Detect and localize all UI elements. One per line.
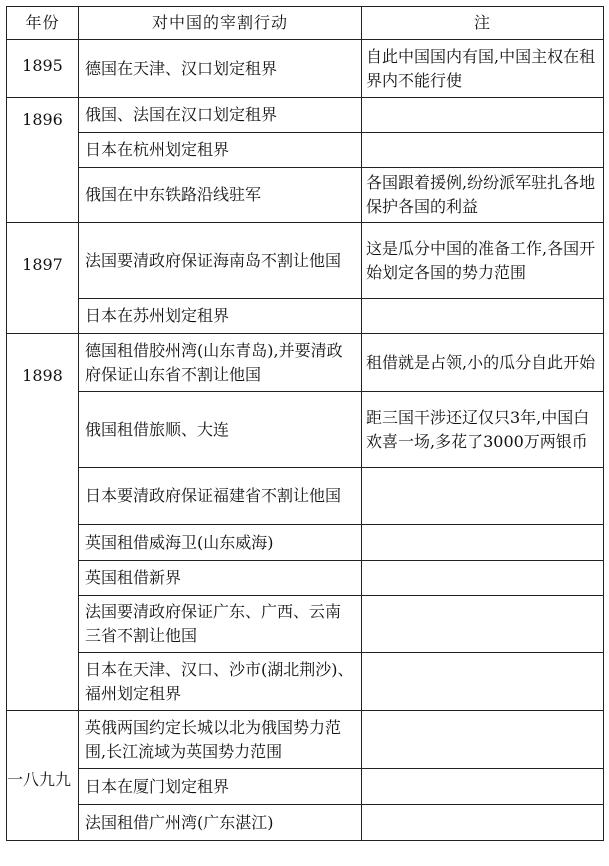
note-cell: 这是瓜分中国的准备工作,各国开始划定各国的势力范围	[362, 223, 604, 299]
action-cell: 英俄两国约定长城以北为俄国势力范围,长江流域为英国势力范围	[79, 711, 362, 769]
action-cell: 法国要清政府保证广东、广西、云南三省不割让他国	[79, 596, 362, 653]
action-cell: 德国租借胶州湾(山东青岛),并要清政府保证山东省不割让他国	[79, 334, 362, 392]
action-cell: 日本要清政府保证福建省不割让他国	[79, 468, 362, 525]
note-cell	[362, 805, 604, 841]
action-cell: 日本在杭州划定租界	[79, 133, 362, 168]
note-cell	[362, 711, 604, 769]
note-cell	[362, 561, 604, 596]
note-cell	[362, 525, 604, 561]
year-cell-1897: 1897	[7, 223, 79, 334]
header-action: 对中国的宰割行动	[79, 7, 362, 40]
action-cell: 德国在天津、汉口划定租界	[79, 40, 362, 98]
table-row	[7, 98, 604, 133]
note-cell	[362, 653, 604, 711]
table-row	[7, 711, 604, 769]
note-cell	[362, 468, 604, 525]
note-cell	[362, 769, 604, 805]
table-row	[7, 561, 604, 596]
table-row	[7, 299, 604, 334]
note-cell: 各国跟着援例,纷纷派军驻扎各地保护各国的利益	[362, 168, 604, 223]
action-cell: 英国租借新界	[79, 561, 362, 596]
action-cell: 日本在苏州划定租界	[79, 299, 362, 334]
table-row	[7, 168, 604, 223]
year-cell-1899: 一八九九	[7, 711, 79, 841]
table-row	[7, 653, 604, 711]
action-cell: 俄国租借旅顺、大连	[79, 392, 362, 468]
china-partition-table	[6, 6, 604, 841]
table-row	[7, 40, 604, 98]
action-cell: 法国租借广州湾(广东湛江)	[79, 805, 362, 841]
action-cell: 日本在厦门划定租界	[79, 769, 362, 805]
year-cell-1896: 1896	[7, 98, 79, 223]
note-cell	[362, 98, 604, 133]
action-cell: 俄国在中东铁路沿线驻军	[79, 168, 362, 223]
table-row	[7, 392, 604, 468]
note-cell	[362, 133, 604, 168]
table-header-row	[7, 7, 604, 40]
header-year: 年份	[7, 7, 79, 40]
table-row	[7, 334, 604, 392]
table-row	[7, 525, 604, 561]
action-cell: 日本在天津、汉口、沙市(湖北荆沙)、福州划定租界	[79, 653, 362, 711]
note-cell: 租借就是占领,小的瓜分自此开始	[362, 334, 604, 392]
table-row	[7, 223, 604, 299]
note-cell: 距三国干涉还辽仅只3年,中国白欢喜一场,多花了3000万两银币	[362, 392, 604, 468]
year-cell-1895: 1895	[7, 40, 79, 98]
table-row	[7, 596, 604, 653]
table-row	[7, 805, 604, 841]
table-row	[7, 769, 604, 805]
table-row	[7, 468, 604, 525]
action-cell: 英国租借威海卫(山东威海)	[79, 525, 362, 561]
note-cell	[362, 596, 604, 653]
header-note: 注	[362, 7, 604, 40]
table-row	[7, 133, 604, 168]
note-cell	[362, 299, 604, 334]
action-cell: 法国要清政府保证海南岛不割让他国	[79, 223, 362, 299]
action-cell: 俄国、法国在汉口划定租界	[79, 98, 362, 133]
note-cell: 自此中国国内有国,中国主权在租界内不能行使	[362, 40, 604, 98]
year-cell-1898: 1898	[7, 334, 79, 711]
